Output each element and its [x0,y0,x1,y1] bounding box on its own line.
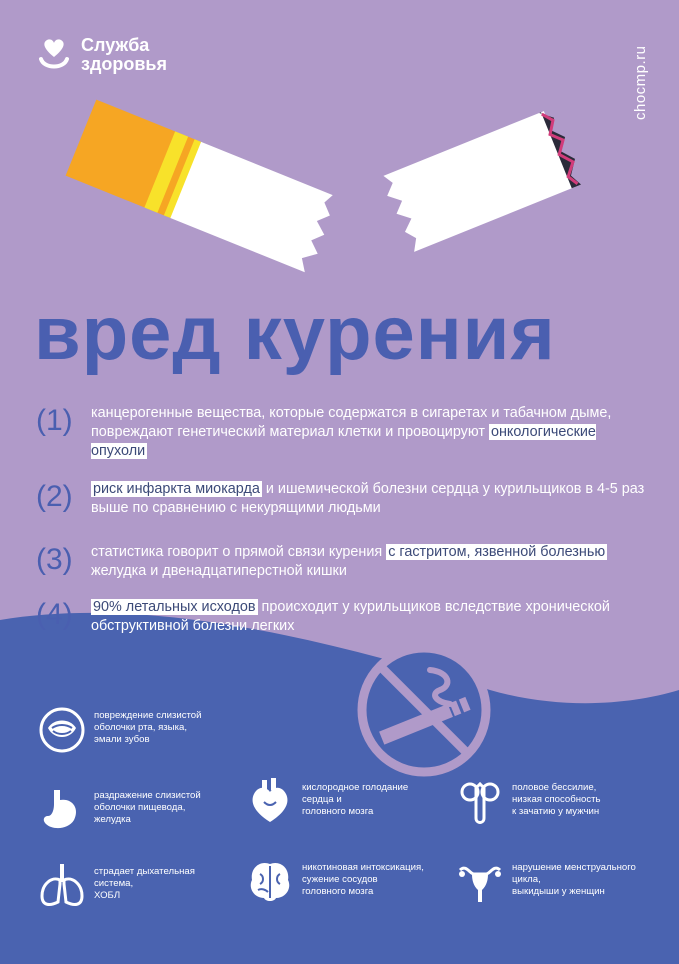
page-title: вред курения [34,291,556,376]
effect-text: страдает дыхательная система, ХОБЛ [94,866,195,901]
fact-text: 90% летальных исходов происходит у курильщиков вследствие хронической обструктивной болезни легких [91,599,610,634]
fact-highlight: онкологические опухоли [91,424,596,459]
effect-text: повреждение слизистой оболочки рта, языка, эмали зубов [94,710,202,745]
effect-text: половое бессилие, низкая способность к зачатию у мужчин [512,782,601,817]
effect-text: кислородное голодание сердца и головного мозга [302,782,409,817]
heart-icon [246,778,294,826]
brain-icon [246,858,294,906]
uterus-icon [456,858,504,906]
effect-text: раздражение слизистой оболочки пищевода, желудка [94,790,201,825]
male-organ-icon [456,778,504,826]
brand-line-2: здоровья [81,54,167,74]
effect-item [246,858,432,906]
fact-highlight: с гастритом, язвенной болезнью [388,544,606,560]
effect-item [38,862,224,910]
broken-cigarette-illustration [0,0,679,290]
site-url: chocmp.ru [632,45,649,120]
fact-highlight: 90% летальных исходов [93,599,256,615]
effect-item [246,778,432,826]
mouth-icon [38,706,86,754]
fact-text: статистика говорит о прямой связи курения с гастритом, язвенной болезнью желудка и двенадцатиперстной кишки [91,544,606,579]
effect-item [456,858,642,906]
effect-item [456,778,642,826]
no-smoking-icon [354,640,494,780]
brand-line-1: Служба [81,35,150,55]
effect-item [38,786,224,834]
effect-text: нарушение менструального цикла, выкидыши у женщин [512,862,636,897]
fact-text: канцерогенные вещества, которые содержатся в сигаретах и табачном дыме, повреждают генетический материал клетки и провоцируют онкологические опухоли [91,405,612,459]
fact-number: (3) [36,543,73,576]
fact-number: (4) [36,598,73,631]
fact-number: (2) [36,480,73,513]
effect-text: никотиновая интоксикация, сужение сосудов головного мозга [302,862,424,897]
stomach-icon [38,786,86,834]
fact-text: риск инфаркта миокарда и ишемической болезни сердца у курильщиков в 4-5 раз выше по сравнению с некурящими людьми [91,481,645,516]
lungs-icon [38,862,86,910]
fact-highlight: риск инфаркта миокарда [93,481,260,497]
fact-number: (1) [36,404,73,437]
effect-item [38,706,224,754]
